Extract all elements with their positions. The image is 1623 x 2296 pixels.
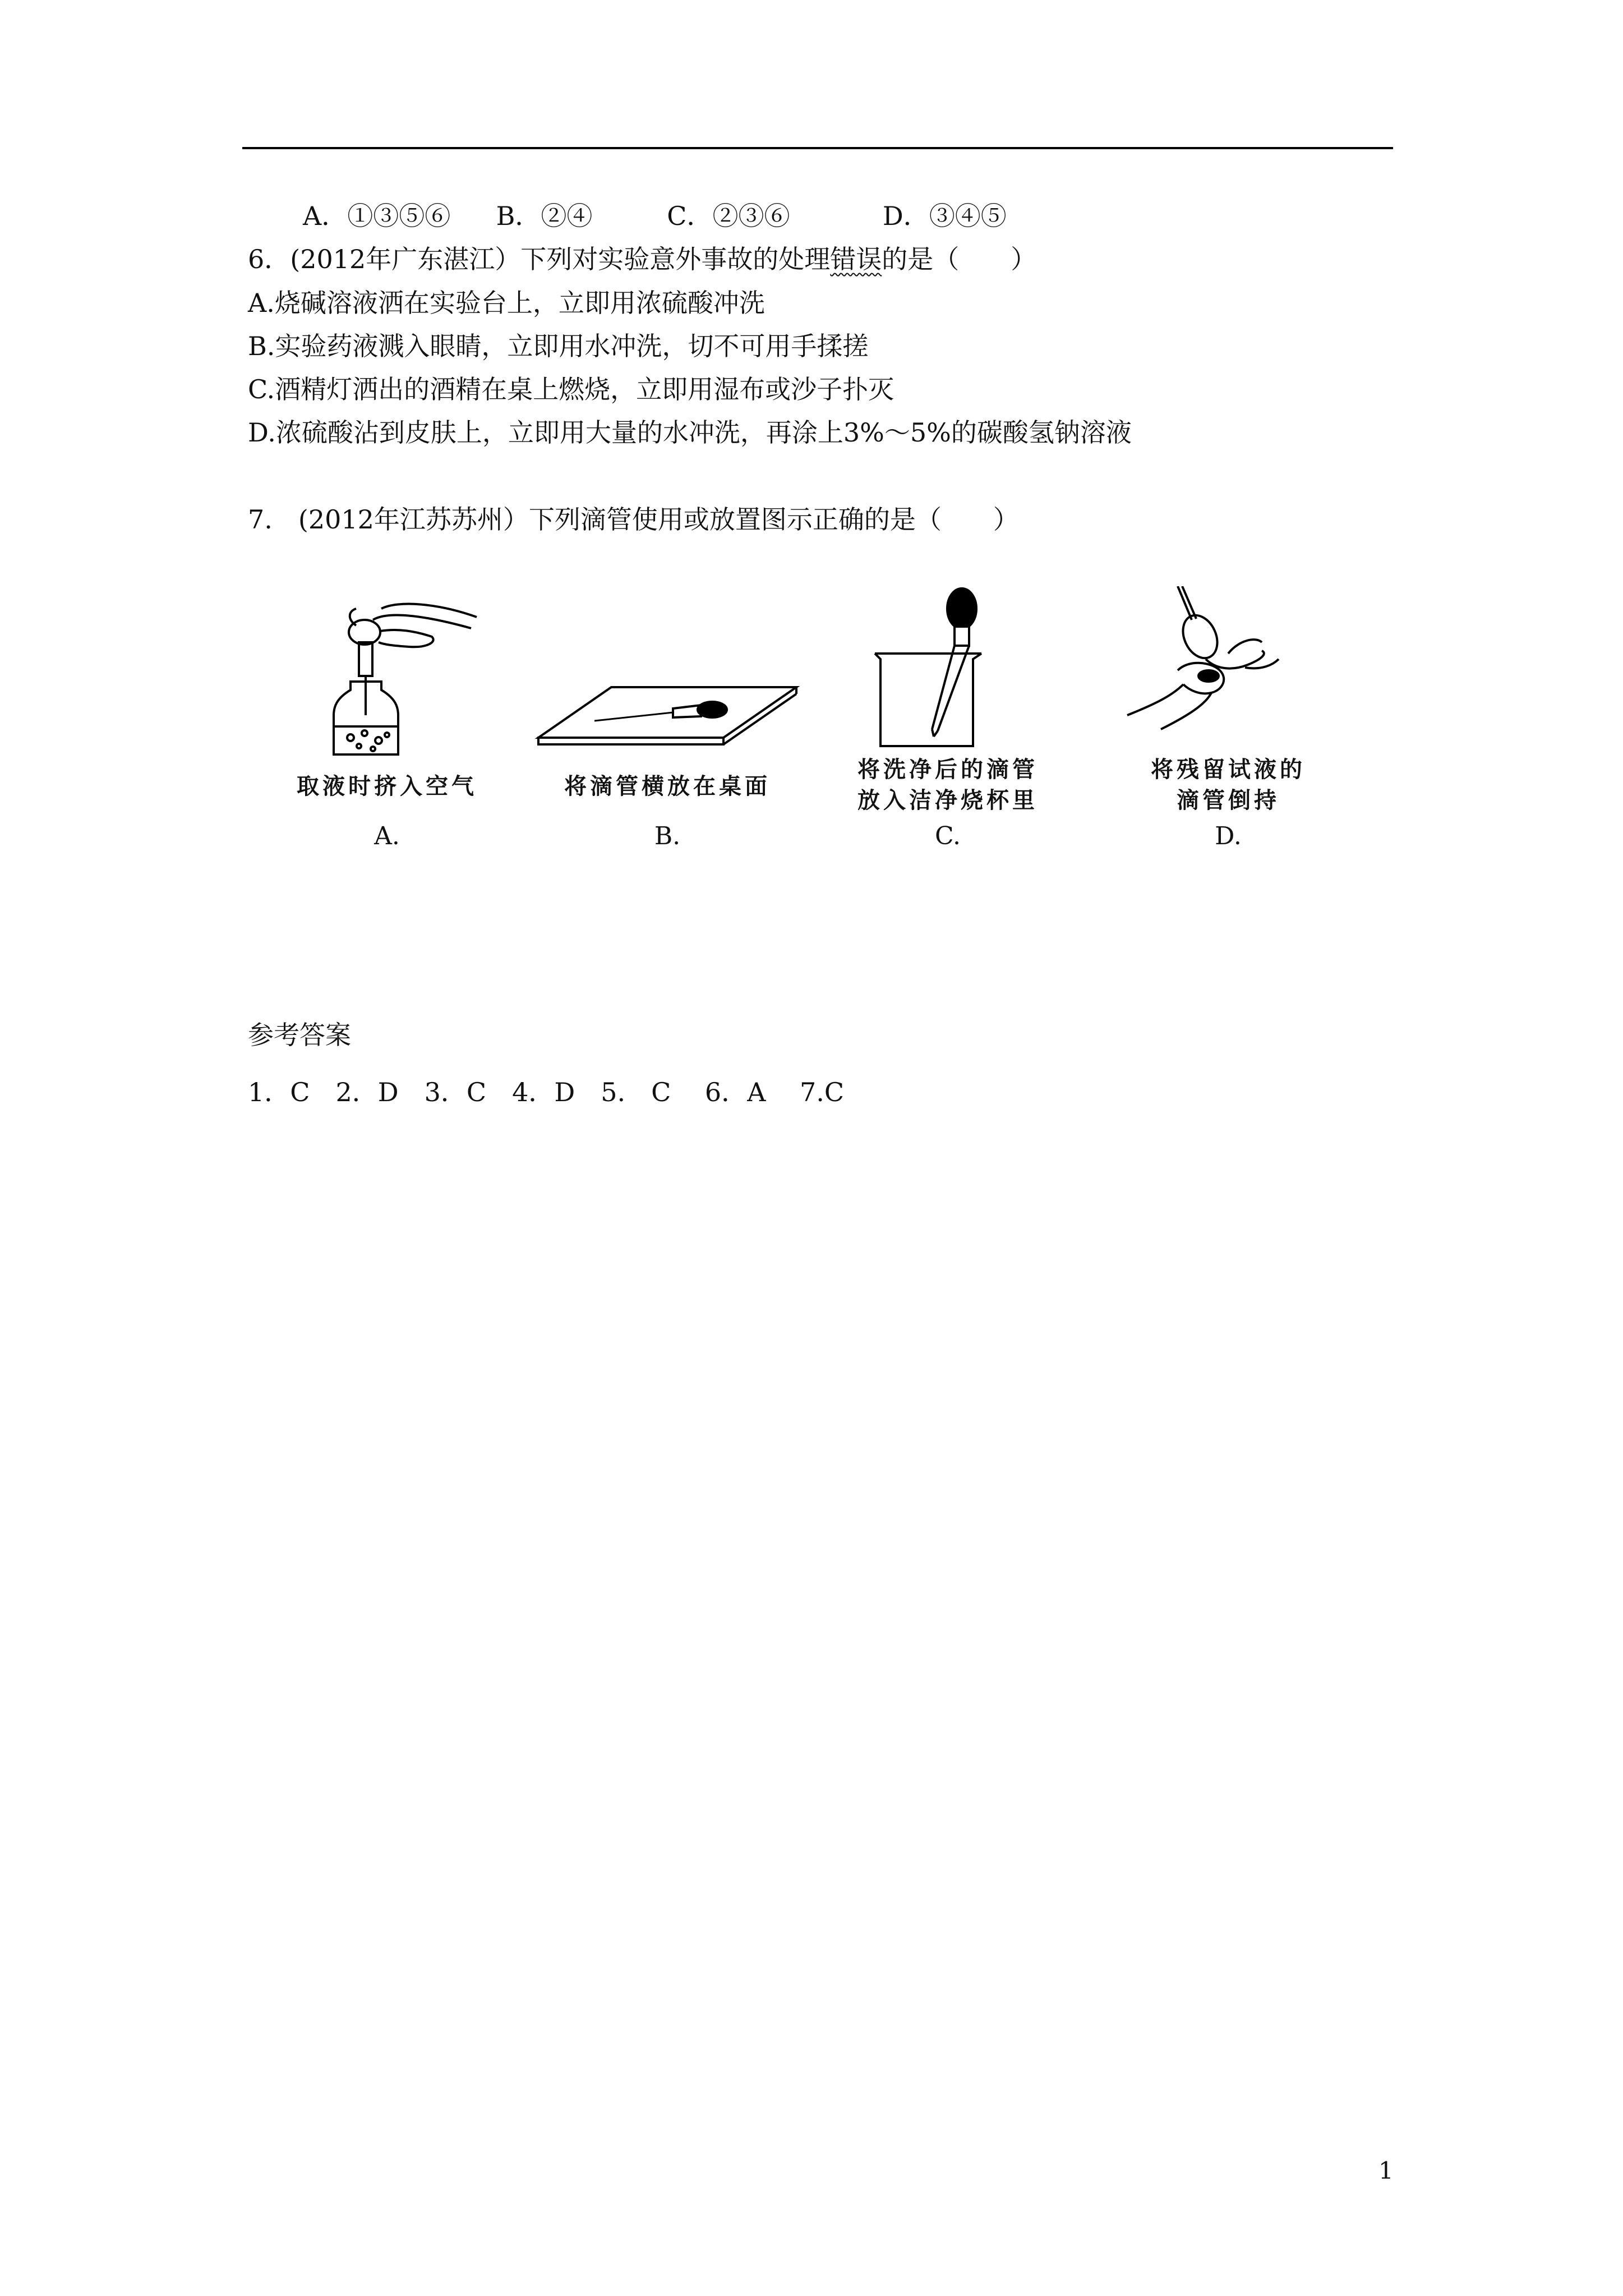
dropper-on-table-illustration xyxy=(533,586,802,771)
header-rule xyxy=(242,147,1393,149)
q6-option-a: A.烧碱溶液洒在实验台上，立即用浓硫酸冲洗 xyxy=(248,288,765,318)
figure-panel-c xyxy=(813,586,1082,867)
caption-c-line1: 将洗净后的滴管 xyxy=(857,756,1038,783)
q5-option-d: D．③④⑤ xyxy=(882,201,1007,231)
q6-stem: 6．(2012年广东湛江）下列对实验意外事故的处理错误的是（ ） xyxy=(248,244,1037,274)
answers-heading: 参考答案 xyxy=(248,1020,351,1050)
figure-panel-a xyxy=(252,586,522,867)
answers-line: 1．C 2．D 3．C 4．D 5. C 6．A 7.C xyxy=(248,1077,845,1107)
q5-option-a: A．①③⑤⑥ xyxy=(303,201,451,231)
caption-d-line2: 滴管倒持 xyxy=(1177,787,1280,813)
dropper-in-beaker-illustration xyxy=(813,586,1082,754)
figure-panel-d xyxy=(1094,586,1363,867)
q6-option-d: D.浓硫酸沾到皮肤上，立即用大量的水冲洗，再涂上3%～5%的碳酸氢钠溶液 xyxy=(248,417,1132,448)
figure-panel-b xyxy=(533,586,802,867)
label-c: C. xyxy=(934,822,961,850)
caption-b: 将滴管横放在桌面 xyxy=(564,773,771,799)
q6-option-c: C.酒精灯洒出的酒精在桌上燃烧，立即用湿布或沙子扑灭 xyxy=(248,374,895,404)
label-a: A. xyxy=(374,822,400,850)
label-b: B. xyxy=(654,822,681,850)
caption-d-line1: 将残留试液的 xyxy=(1151,756,1306,783)
label-d: D. xyxy=(1215,822,1242,850)
q5-option-b: B．②④ xyxy=(496,201,593,231)
q5-options xyxy=(303,199,1007,233)
dropper-inverted-illustration xyxy=(1094,586,1363,754)
q7-stem: 7. (2012年江苏苏州）下列滴管使用或放置图示正确的是（ ） xyxy=(248,504,1019,535)
dropper-figure xyxy=(252,586,1346,867)
q6-option-b: B.实验药液溅入眼睛，立即用水冲洗，切不可用手揉搓 xyxy=(248,331,869,361)
caption-c-line2: 放入洁净烧杯里 xyxy=(857,787,1038,813)
q5-option-c: C．②③⑥ xyxy=(667,201,790,231)
q6-emphasis: 错误 xyxy=(830,244,882,274)
dropper-squeeze-illustration xyxy=(252,586,522,771)
caption-a: 取液时挤入空气 xyxy=(297,773,477,799)
page-number: 1 xyxy=(1378,2157,1394,2184)
